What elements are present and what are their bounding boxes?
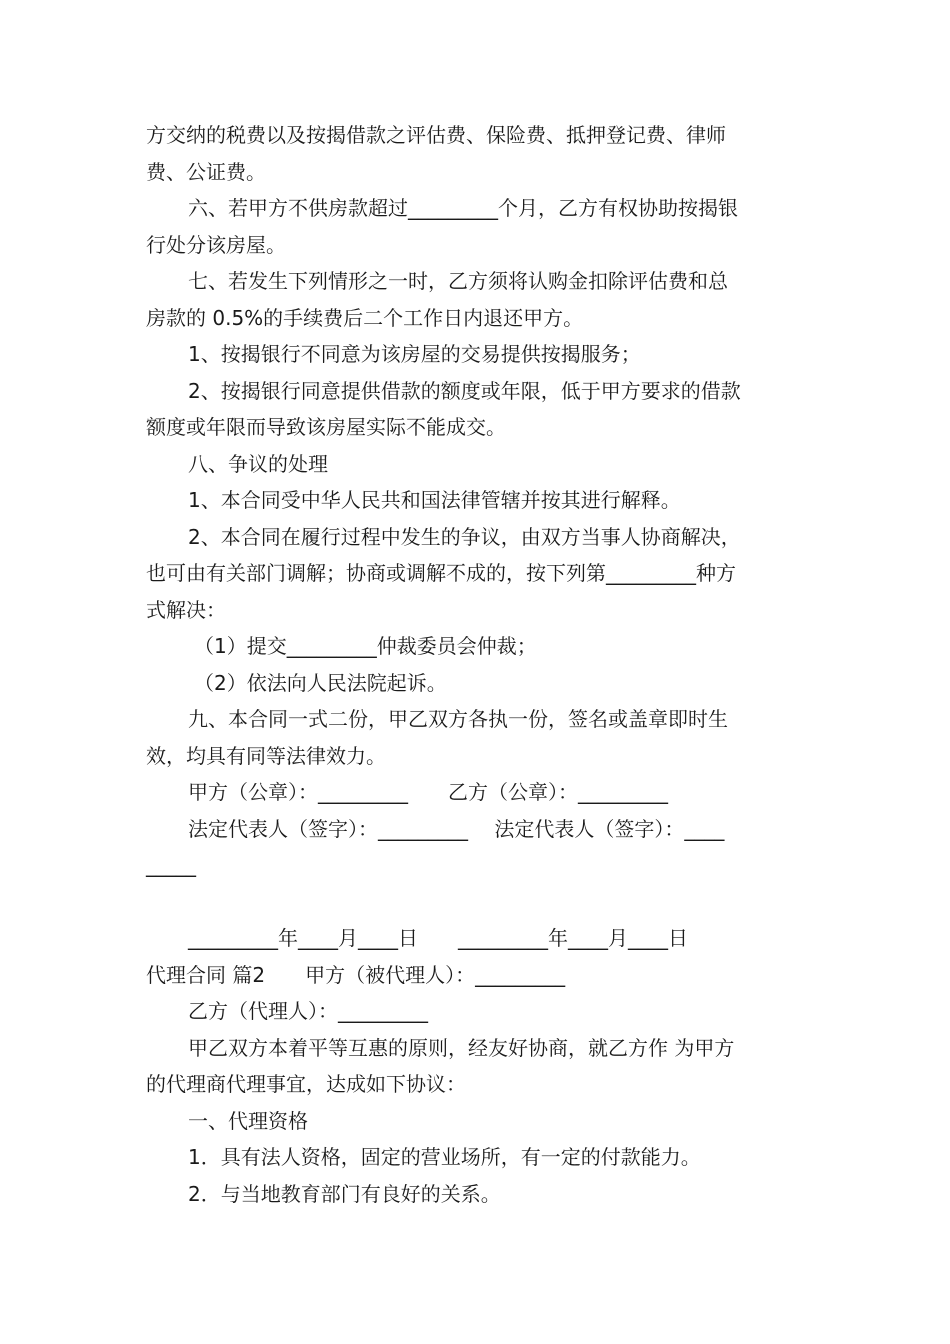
document-line: 一、代理资格 [188,1108,308,1133]
document-line: _________年____月____日 _________年____月____日 [188,926,688,950]
document-line: 房款的 0.5%的手续费后二个工作日内退还甲方。 [146,305,584,330]
document-line: 八、争议的处理 [188,451,328,476]
document-line: 额度或年限而导致该房屋实际不能成交。 [146,415,506,439]
document-line [146,884,810,921]
document-line: 行处分该房屋。 [146,232,286,257]
document-line: 效，均具有同等法律效力。 [146,743,386,768]
document-line: （1）提交_________仲裁委员会仲裁； [194,634,537,658]
document-line: _____ [146,853,196,877]
document-body [146,117,810,1212]
document-line: （2）依法向人民法院起诉。 [194,670,447,695]
document-line: 六、若甲方不供房款超过_________个月，乙方有权协助按揭银 [188,196,738,220]
document-line: 式解决： [146,597,226,622]
document-line: 费、公证费。 [146,159,266,184]
document-line: 2、本合同在履行过程中发生的争议，由双方当事人协商解决， [188,524,741,549]
document-line: 1．具有法人资格，固定的营业场所，有一定的付款能力。 [188,1145,701,1169]
document-line: 乙方（代理人）：_________ [188,999,428,1023]
document-line: 方交纳的税费以及按揭借款之评估费、保险费、抵押登记费、律师 [146,123,726,147]
document-line: 甲乙双方本着平等互惠的原则，经友好协商，就乙方作 为甲方 [188,1035,735,1060]
document-line: 也可由有关部门调解；协商或调解不成的，按下列第_________种方 [146,561,736,585]
document-line: 代理合同 篇2 甲方（被代理人）：_________ [146,962,566,987]
document-line: 2．与当地教育部门有良好的关系。 [188,1181,501,1206]
document-line: 的代理商代理事宜，达成如下协议： [146,1072,466,1096]
document-line: 法定代表人（签字）：_________ 法定代表人（签字）：____ [188,816,725,841]
document-line: 七、若发生下列情形之一时，乙方须将认购金扣除评估费和总 [188,269,728,293]
document-line: 甲方（公章）：_________ 乙方（公章）：_________ [188,780,668,804]
document-line: 1、按揭银行不同意为该房屋的交易提供按揭服务； [188,342,641,366]
document-line: 九、本合同一式二份，甲乙双方各执一份，签名或盖章即时生 [188,707,728,731]
document-line: 2、按揭银行同意提供借款的额度或年限，低于甲方要求的借款 [188,378,741,403]
document-line: 1、本合同受中华人民共和国法律管辖并按其进行解释。 [188,488,681,512]
